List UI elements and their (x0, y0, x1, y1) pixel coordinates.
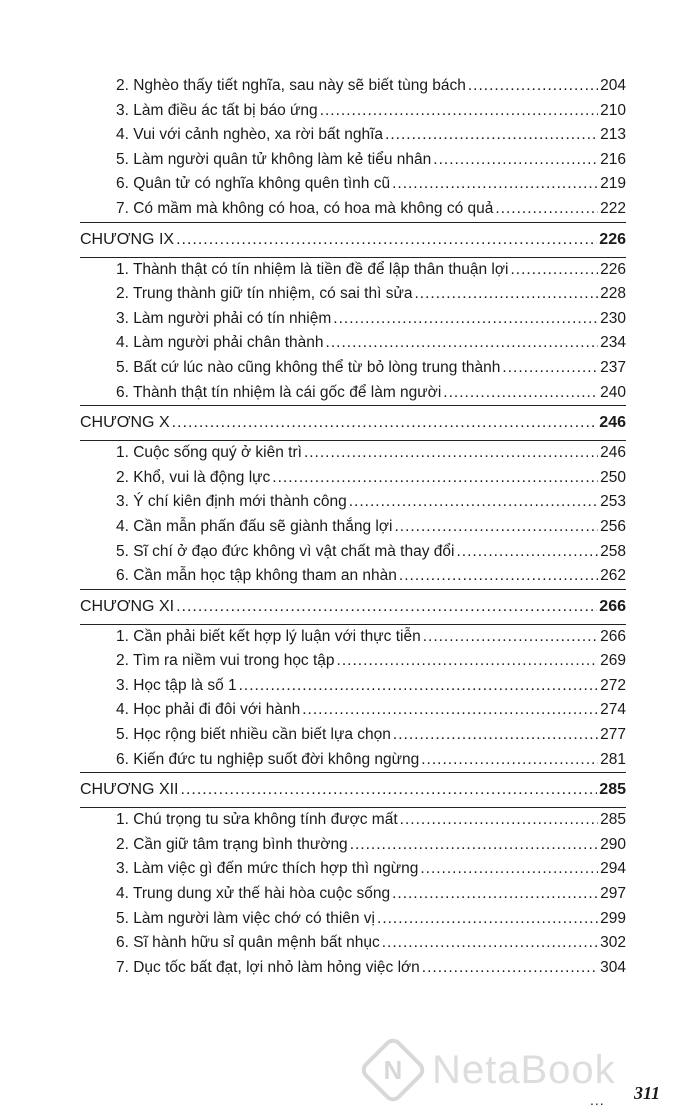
dot-leader (392, 172, 598, 197)
toc-entry-title: 4. Trung dung xử thế hài hòa cuộc sống (116, 885, 391, 903)
dot-leader (495, 197, 598, 222)
toc-entry-page-number: 234 (600, 334, 626, 352)
toc-entry (80, 882, 626, 907)
toc-entry-page-number: 256 (600, 517, 626, 535)
toc-entry-page-number: 304 (600, 958, 626, 976)
toc-entry-page-number: 272 (600, 676, 626, 694)
chapter-heading-title: CHƯƠNG XI (80, 597, 175, 615)
chapter-divider (80, 589, 626, 590)
dot-leader (433, 148, 598, 173)
toc-entry (80, 466, 626, 491)
dot-leader (393, 723, 598, 748)
chapter-heading (80, 227, 626, 253)
dot-leader (423, 625, 598, 650)
toc-entry-page-number: 258 (600, 542, 626, 560)
toc-entry-title: 2. Nghèo thấy tiết nghĩa, sau này sẽ biết tùng bách (116, 77, 466, 94)
toc-entry-title: 4. Vui với cảnh nghèo, xa rời bất nghĩa (116, 126, 384, 144)
dot-leader (239, 674, 599, 699)
toc-entry (80, 625, 626, 650)
toc-entry-title: 1. Cuộc sống quý ở kiên trì (116, 444, 302, 462)
dot-leader (320, 99, 598, 124)
toc-entry-page-number: 269 (600, 652, 626, 670)
toc-entry-title: 7. Có mầm mà không có hoa, có hoa mà không có quả (116, 199, 494, 217)
dot-leader (382, 931, 598, 956)
toc-entry (80, 723, 626, 748)
toc-entry (80, 123, 626, 148)
toc-entry (80, 74, 626, 99)
toc-entry-title: 5. Sĩ chí ở đạo đức không vì vật chất mà thay đổi (116, 542, 455, 560)
toc-entry-title: 6. Quân tử có nghĩa không quên tình cũ (116, 175, 391, 193)
toc-entry-page-number: 222 (600, 199, 626, 217)
page-number: 311 (633, 1083, 660, 1103)
toc-entry-title: 6. Kiến đức tu nghiệp suốt đời không ngừng (116, 750, 420, 768)
chapter-divider (80, 222, 626, 223)
toc-entry-title: 6. Cần mẫn học tập không tham an nhàn (116, 567, 397, 585)
toc-entry (80, 907, 626, 932)
toc-entry-page-number: 253 (600, 493, 626, 511)
toc-entry-page-number: 216 (600, 150, 626, 168)
toc-entry-page-number: 297 (600, 885, 626, 903)
dot-leader (172, 410, 598, 436)
toc-entry-title: 3. Ý chí kiên định mới thành công (116, 493, 347, 511)
toc-entry-title: 5. Làm người quân tử không làm kẻ tiểu nhân (116, 150, 432, 168)
toc-entry (80, 540, 626, 565)
toc-entry-page-number: 281 (600, 750, 626, 768)
toc-entry (80, 148, 626, 173)
dot-leader (385, 123, 598, 148)
toc-entry (80, 356, 626, 381)
toc-entry-title: 3. Học tập là số 1 (116, 676, 237, 694)
toc-entry (80, 515, 626, 540)
chapter-heading (80, 777, 626, 803)
dot-leader (304, 441, 598, 466)
toc-entry-page-number: 262 (600, 567, 626, 585)
toc-entry-page-number: 266 (600, 627, 626, 645)
toc-entry (80, 197, 626, 222)
toc-entry-title: 2. Cần giữ tâm trạng bình thường (116, 835, 348, 853)
dot-leader (510, 258, 598, 283)
dot-leader (502, 356, 598, 381)
toc-entry-page-number: 204 (600, 77, 626, 94)
chapter-heading-title: CHƯƠNG IX (80, 230, 175, 248)
chapter-heading-title: CHƯƠNG X (80, 414, 170, 432)
toc-entry (80, 564, 626, 589)
toc-entry (80, 808, 626, 833)
dot-leader (400, 808, 598, 833)
toc-entry-title: 5. Bất cứ lúc nào cũng không thể từ bỏ lòng trung thành (116, 358, 501, 376)
toc-entry-page-number: 302 (600, 934, 626, 952)
toc-entry-title: 3. Làm điều ác tất bị báo ứng (116, 101, 318, 119)
dot-leader (392, 882, 598, 907)
toc-entry-title: 4. Làm người phải chân thành (116, 334, 324, 352)
toc-entry-page-number: 290 (600, 835, 626, 853)
toc-intro-items (80, 74, 626, 222)
chapter-heading-page-number: 285 (599, 781, 626, 799)
dot-leader (422, 956, 598, 981)
toc-entry-page-number: 230 (600, 309, 626, 327)
dot-leader (414, 282, 598, 307)
netabook-logo-icon (358, 1035, 429, 1106)
toc-entry-page-number: 237 (600, 358, 626, 376)
chapter-heading-page-number: 226 (599, 230, 626, 248)
toc-entry-title: 2. Khổ, vui là động lực (116, 468, 271, 486)
toc-entry-title: 5. Làm người làm việc chớ có thiên vị (116, 909, 376, 927)
chapter-block (80, 405, 626, 589)
toc-entry (80, 172, 626, 197)
toc-entry-page-number: 228 (600, 285, 626, 303)
dot-leader (399, 564, 598, 589)
chapter-divider (80, 405, 626, 406)
toc-entry-title: 2. Trung thành giữ tín nhiệm, có sai thì sửa (116, 285, 413, 303)
toc-entry (80, 282, 626, 307)
dot-leader (420, 857, 598, 882)
toc-entry-page-number: 250 (600, 468, 626, 486)
toc-entry-title: 6. Sĩ hành hữu sỉ quân mệnh bất nhục (116, 934, 380, 952)
toc-entry-page-number: 246 (600, 444, 626, 462)
toc-entry-title: 5. Học rộng biết nhiều cần biết lựa chọn (116, 726, 391, 744)
toc-entry (80, 381, 626, 406)
toc-entry (80, 649, 626, 674)
toc-entry (80, 441, 626, 466)
toc-entry-page-number: 285 (600, 811, 626, 829)
chapter-heading-title: CHƯƠNG XII (80, 781, 179, 799)
chapter-block (80, 589, 626, 773)
dot-leader (443, 381, 598, 406)
dot-leader (337, 649, 599, 674)
toc-entry-page-number: 299 (600, 909, 626, 927)
chapter-block (80, 772, 626, 980)
dot-leader (333, 307, 598, 332)
toc-entry-page-number: 226 (600, 260, 626, 278)
table-of-contents (80, 74, 626, 980)
toc-entry-page-number: 277 (600, 726, 626, 744)
toc-entry (80, 857, 626, 882)
toc-entry (80, 99, 626, 124)
dot-leader (377, 907, 598, 932)
toc-entry-title: 2. Tìm ra niềm vui trong học tập (116, 652, 335, 670)
dot-leader (349, 490, 598, 515)
dot-leader (176, 594, 597, 620)
dot-leader (272, 466, 598, 491)
toc-entry-page-number: 213 (600, 126, 626, 144)
toc-entry (80, 307, 626, 332)
toc-entry (80, 833, 626, 858)
toc-entry (80, 674, 626, 699)
dot-leader (302, 698, 598, 723)
toc-entry-page-number: 210 (600, 101, 626, 119)
dot-leader (181, 777, 598, 803)
chapter-heading-page-number: 266 (599, 597, 626, 615)
dot-leader (394, 515, 598, 540)
chapter-divider (80, 772, 626, 773)
toc-entry-title: 3. Làm việc gì đến mức thích hợp thì ngừng (116, 860, 419, 878)
chapter-heading-page-number: 246 (599, 414, 626, 432)
dot-leader (326, 331, 599, 356)
folio-leader: ... (590, 1092, 605, 1108)
dot-leader (176, 227, 597, 253)
toc-entry (80, 956, 626, 981)
toc-entry-page-number: 274 (600, 701, 626, 719)
watermark-text: NetaBook (432, 1047, 616, 1092)
toc-entry-title: 1. Thành thật có tín nhiệm là tiền đề để lập thân thuận lợi (116, 260, 509, 278)
toc-entry (80, 331, 626, 356)
toc-entry-title: 4. Cần mẫn phấn đấu sẽ giành thắng lợi (116, 517, 393, 535)
watermark-logo-letter: N (383, 1054, 403, 1085)
toc-chapters (80, 222, 626, 981)
toc-entry (80, 748, 626, 773)
toc-entry-title: 3. Làm người phải có tín nhiệm (116, 309, 332, 327)
toc-entry-page-number: 219 (600, 175, 626, 193)
chapter-block (80, 222, 626, 406)
netabook-watermark (368, 1045, 616, 1095)
toc-entry-page-number: 294 (600, 860, 626, 878)
dot-leader (350, 833, 598, 858)
dot-leader (468, 74, 598, 99)
chapter-heading (80, 594, 626, 620)
toc-entry-title: 6. Thành thật tín nhiệm là cái gốc để làm người (116, 383, 442, 401)
dot-leader (456, 540, 598, 565)
toc-entry-page-number: 240 (600, 383, 626, 401)
toc-entry-title: 4. Học phải đi đôi với hành (116, 701, 301, 719)
toc-entry (80, 490, 626, 515)
toc-entry (80, 931, 626, 956)
toc-entry-title: 7. Dục tốc bất đạt, lợi nhỏ làm hỏng việc lớn (116, 958, 420, 976)
toc-entry (80, 698, 626, 723)
toc-entry (80, 258, 626, 283)
dot-leader (421, 748, 598, 773)
chapter-heading (80, 410, 626, 436)
toc-entry-title: 1. Cần phải biết kết hợp lý luận với thực tiễn (116, 627, 421, 645)
toc-entry-title: 1. Chú trọng tu sửa không tính được mất (116, 811, 398, 829)
